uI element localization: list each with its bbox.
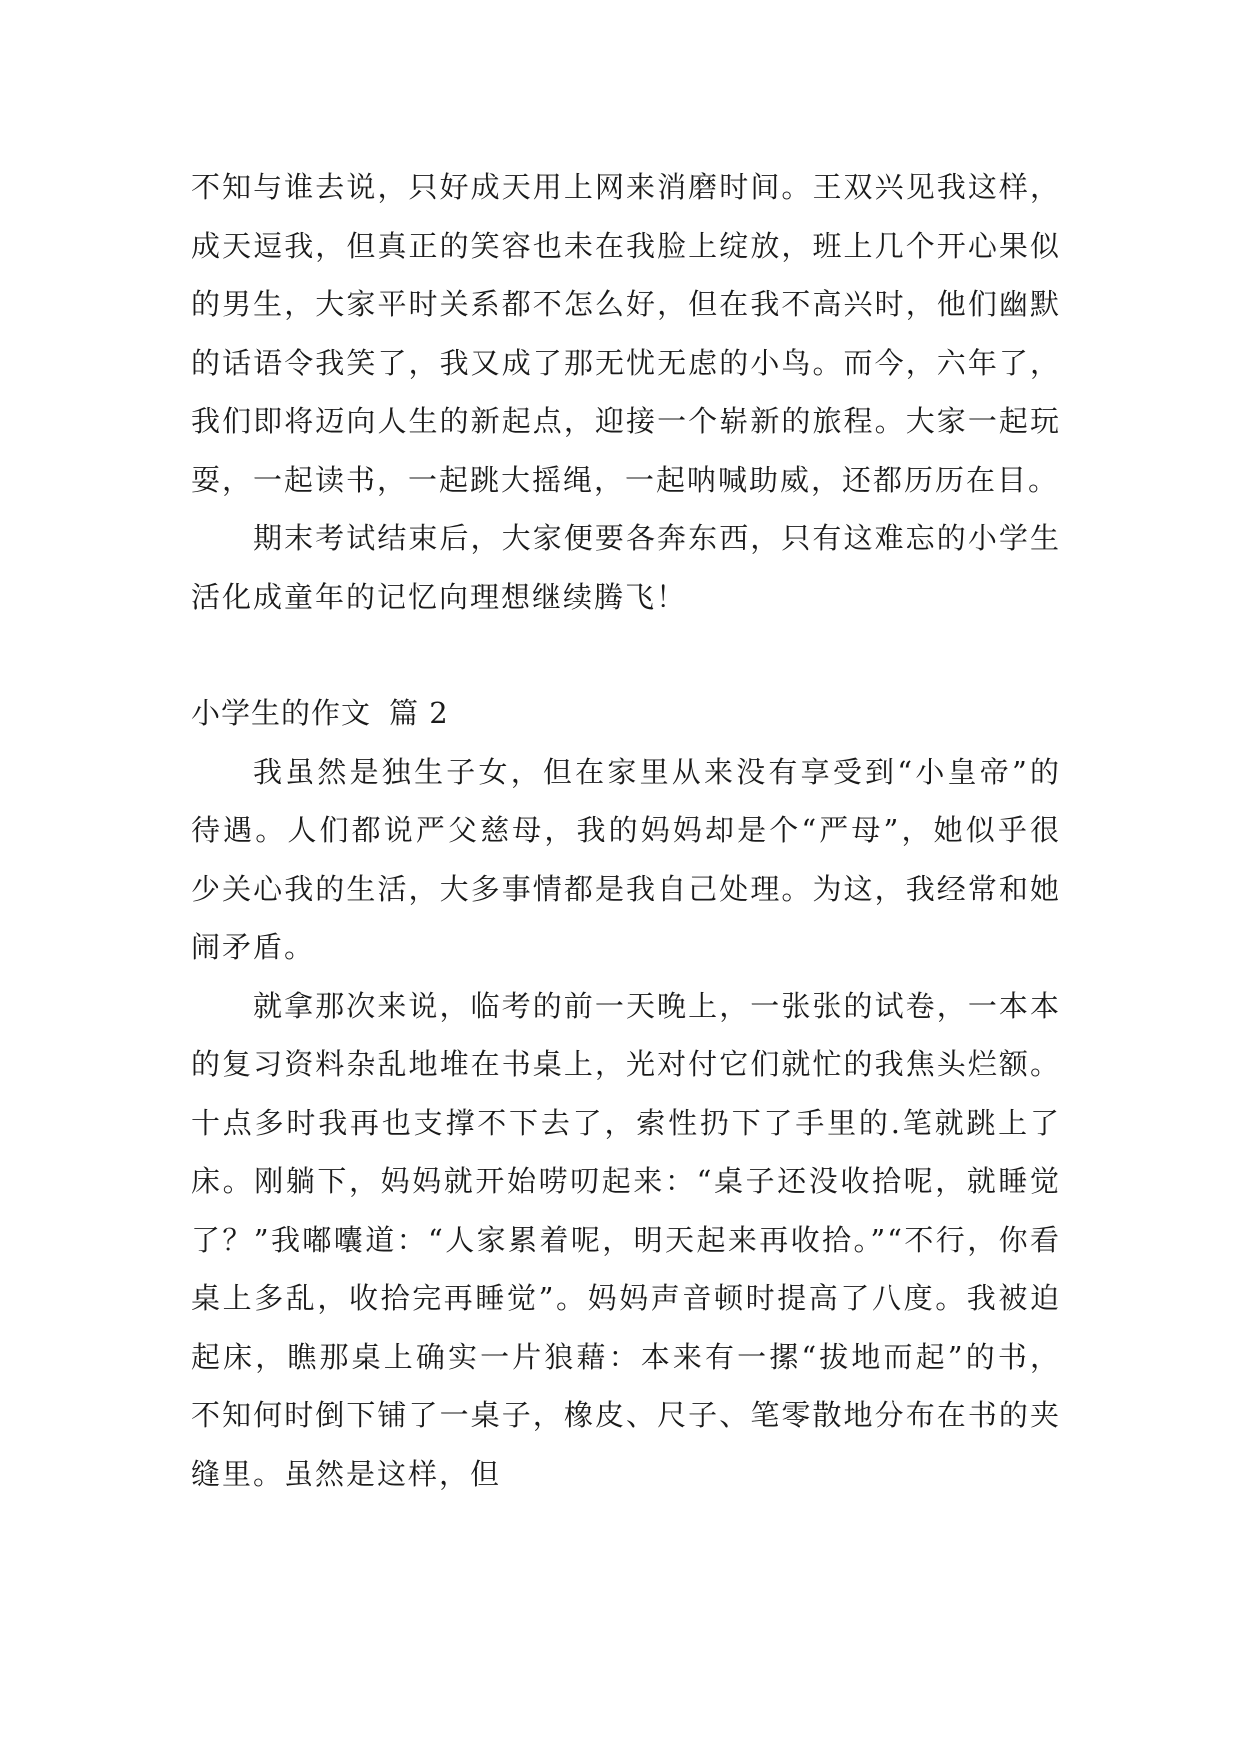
section-heading — [191, 684, 1061, 743]
section-heading-main: 小学生的作文 — [191, 696, 372, 730]
paragraph-only-child: 我虽然是独生子女，但在家里从来没有享受到“小皇帝”的待遇。人们都说严父慈母，我的妈妈却是个“严母”，她似乎很少关心我的生活，大多事情都是我自己处理。为这，我经常和她闹矛盾。 — [191, 754, 1061, 964]
paragraph-exam-ending: 期末考试结束后，大家便要各奔东西，只有这难忘的小学生活化成童年的记忆向理想继续腾飞！ — [191, 521, 1061, 614]
paragraph-continued: 不知与谁去说，只好成天用上网来消磨时间。王双兴见我这样，成天逗我，但真正的笑容也未在我脸上绽放，班上几个开心果似的男生，大家平时关系都不怎么好，但在我不高兴时，他们幽默的话语令我笑了，我又成了那无忧无虑的小鸟。而今，六年了，我们即将迈向人生的新起点，迎接一个崭新的旅程。大家一起玩耍，一起读书，一起跳大摇绳，一起呐喊助威，还都历历在目。 — [191, 170, 1061, 497]
paragraph-exam-night: 就拿那次来说，临考的前一天晚上，一张张的试卷，一本本的复习资料杂乱地堆在书桌上，光对付它们就忙的我焦头烂额。十点多时我再也支撑不下去了，索性扔下了手里的.笔就跳上了床。刚躺下，妈妈就开始唠叨起来：“桌子还没收拾呢，就睡觉了？”我嘟囔道：“人家累着呢，明天起来再收拾。”“不行，你看桌上多乱，收拾完再睡觉”。妈妈声音顿时提高了八度。我被迫起床，瞧那桌上确实一片狼藉：本来有一摞“拔地而起”的书，不知何时倒下铺了一桌子，橡皮、尺子、笔零散地分布在书的夹缝里。虽然是这样，但 — [191, 988, 1061, 1491]
section-heading-number: 篇 2 — [389, 696, 449, 730]
document-body — [191, 158, 1061, 1503]
